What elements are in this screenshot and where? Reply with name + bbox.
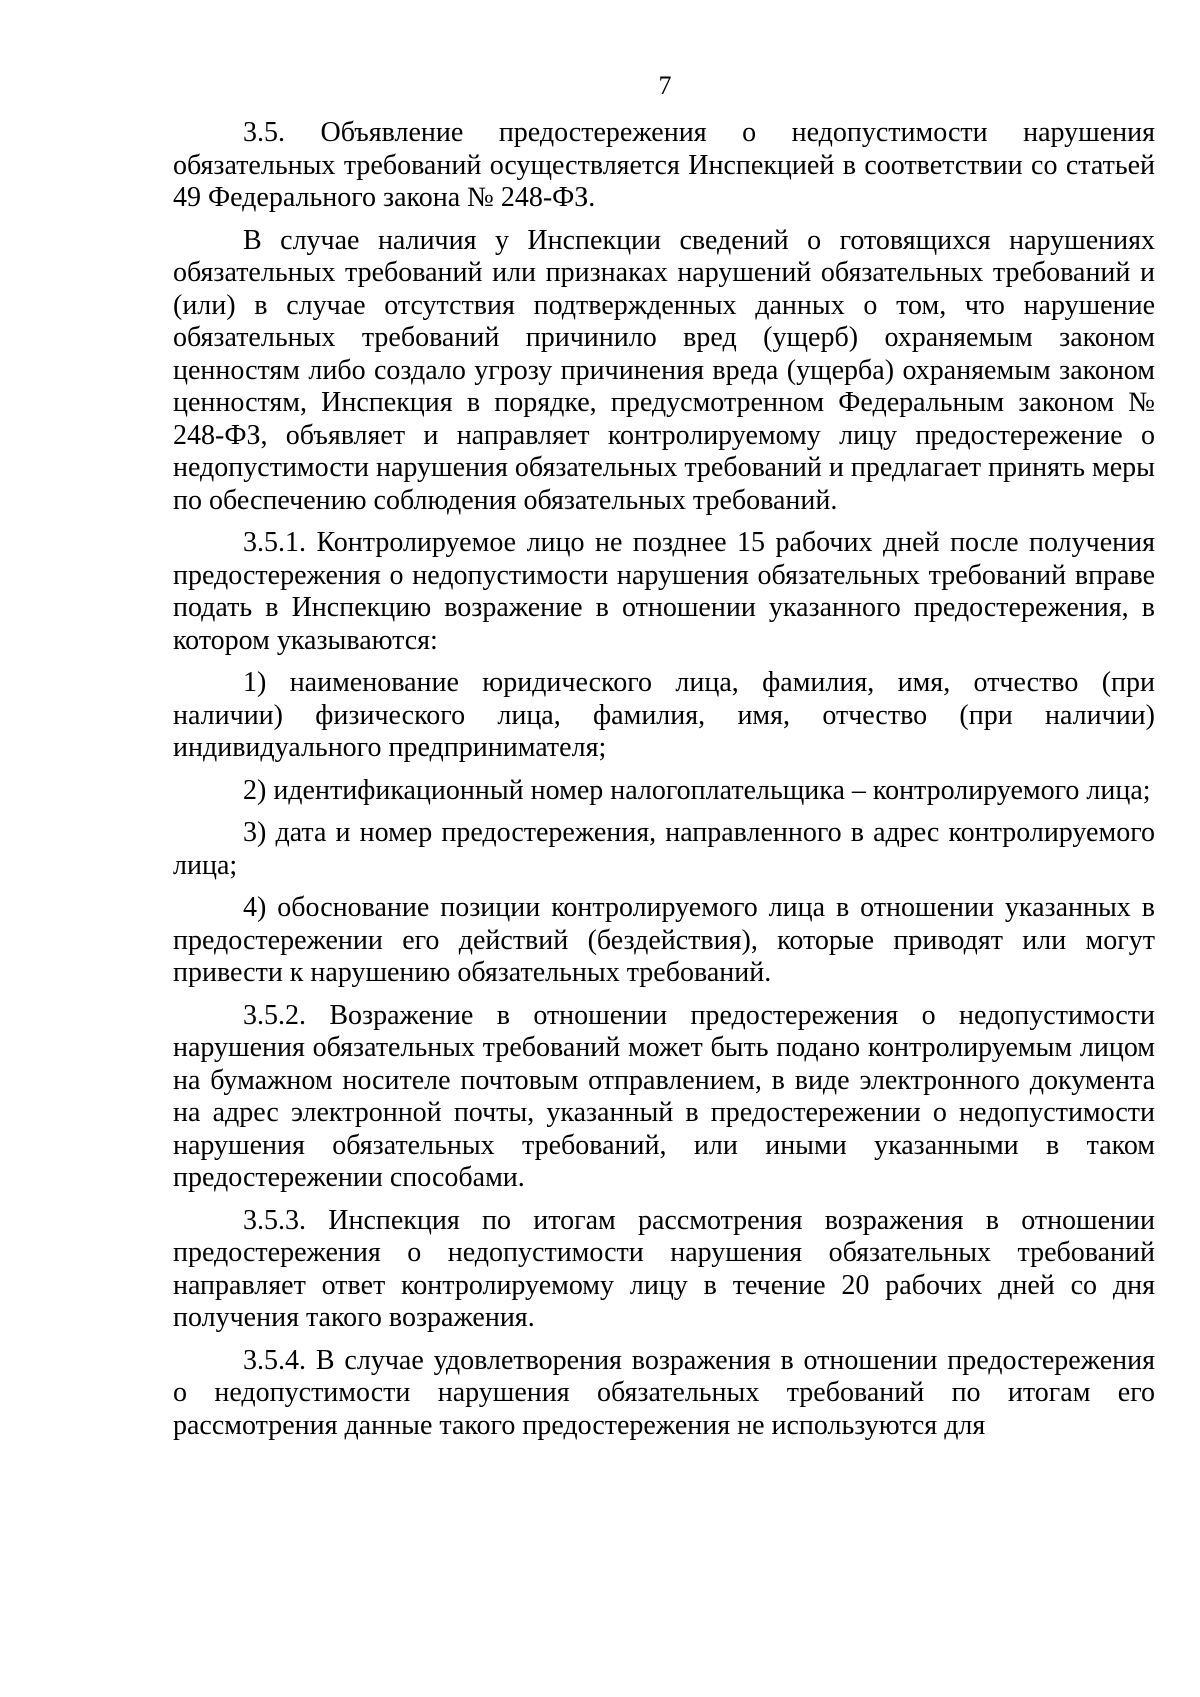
paragraph-3-5-1: 3.5.1. Контролируемое лицо не позднее 15 рабочих дней после получения предостережения о недопустимости нарушения обязательных требований вправе подать в Инспекцию возражение в отношении указанного предостережения, в котором указываются: [173,527,1155,656]
paragraph-3-5-4: 3.5.4. В случае удовлетворения возражения в отношении предостережения о недопустимости нарушения обязательных требований по итогам его рассмотрения данные такого предостережения не используются для [173,1344,1155,1441]
list-item-1: 1) наименование юридического лица, фамилия, имя, отчество (при наличии) физического лица, фамилия, имя, отчество (при наличии) индивидуального предпринимателя; [173,667,1155,763]
paragraph-3-5-2: 3.5.2. Возражение в отношении предостережения о недопустимости нарушения обязательных требований может быть подано контролируемым лицом на бумажном носителе почтовым отправлением, в виде электронного документа на адрес электронной почты, указанный в предостережении о недопустимости нарушения обязательных требований, или иными указанными в таком предостережении способами. [173,999,1155,1193]
list-item-2: 2) идентификационный номер налогоплательщика – контролируемого лица; [243,774,1151,806]
document-body [173,117,1155,1452]
paragraph-warning-conditions: В случае наличия у Инспекции сведений о готовящихся нарушениях обязательных требований или признаках нарушений обязательных требований и (или) в случае отсутствия подтвержденных данных о том, что нарушение обязательных требований причинило вред (ущерб) охраняемым законом ценностям либо создало угрозу причинения вреда (ущерба) охраняемым законом ценностям, Инспекция в порядке, предусмотренном Федеральным законом № 248-ФЗ, объявляет и направляет контролируемому лицу предостережение о недопустимости нарушения обязательных требований и предлагает принять меры по обеспечению соблюдения обязательных требований. [173,224,1155,516]
page-number: 7 [658,71,672,100]
list-item-4: 4) обоснование позиции контролируемого лица в отношении указанных в предостережении его действий (бездействия), которые приводят или могут привести к нарушению обязательных требований. [173,892,1155,988]
paragraph-3-5-3: 3.5.3. Инспекция по итогам рассмотрения возражения в отношении предостережения о недопустимости нарушения обязательных требований направляет ответ контролируемому лицу в течение 20 рабочих дней со дня получения такого возражения. [173,1204,1155,1333]
list-item-3: 3) дата и номер предостережения, направленного в адрес контролируемого лица; [173,817,1155,881]
paragraph-3-5: 3.5. Объявление предостережения о недопустимости нарушения обязательных требований осуществляется Инспекцией в соответствии со статьей 49 Федерального закона № 248-ФЗ. [173,117,1155,213]
